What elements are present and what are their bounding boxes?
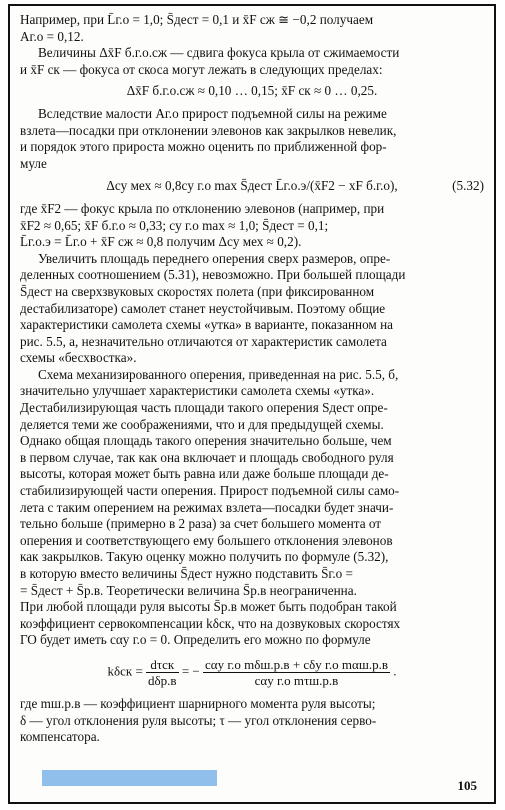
text-line: где mш.р.в — коэффициент шарнирного момента руля высоты; xyxy=(20,695,376,711)
formula-servo-coefficient xyxy=(20,657,484,688)
formula-operator: = − xyxy=(181,663,200,679)
text-line: Схема механизированного оперения, приведенная на рис. 5.5, б, xyxy=(38,366,399,382)
text-line: Величины Δx̄F б.г.о.сж — сдвига фокуса крыла от сжимаемости xyxy=(38,45,400,61)
fraction-numerator: cαy г.о mδш.р.в + cδy г.о mαш.р.в xyxy=(204,656,388,672)
text-line: деленных соотношением (5.31), невозможно. При большей площади xyxy=(20,267,406,283)
text-line: характеристики самолета схемы «утка» в варианте, показанном на xyxy=(20,317,393,333)
formula-tail: . xyxy=(393,663,397,679)
fraction xyxy=(203,657,390,688)
text-line: компенсатора. xyxy=(20,729,100,745)
fraction-denominator: cαy г.о mτш.р.в xyxy=(254,672,339,688)
text-line: дестабилизаторе) самолет станет неустойчивым. Поэтому общие xyxy=(20,300,386,316)
text-line: и x̄F ск — фокуса от скоса могут лежать в следующих пределах: xyxy=(20,61,383,77)
text-line: муле xyxy=(20,155,47,171)
text-line: рис. 5.5, а, незначительно отличаются от характеристик самолета xyxy=(20,333,387,349)
page-text xyxy=(20,12,484,746)
text-line: схемы «бесхвостка». xyxy=(20,350,137,366)
equation-number: (5.32) xyxy=(452,178,484,194)
text-line: При любой площади руля высоты S̄р.в может быть подобран такой xyxy=(20,599,397,615)
text-line: δ — угол отклонения руля высоты; τ — угол отклонения серво- xyxy=(20,712,377,728)
text-line: L̄г.о.э = L̄г.о + x̄F сж ≈ 0,8 получим Δcy мех ≈ 0,2). xyxy=(20,234,302,250)
text-line: стабилизирующей части оперения. Прирост подъемной силы само- xyxy=(20,483,400,499)
text-line: Увеличить площадь переднего оперения сверх размеров, опре- xyxy=(38,250,391,266)
text-line: ГО будет иметь cαy г.о = 0. Определить его можно по формуле xyxy=(20,632,371,648)
text-line: Например, при L̄г.о = 1,0; S̄дест = 0,1 и x̄F сж ≅ −0,2 получаем xyxy=(20,12,374,27)
text-line: Дестабилизирующая часть площади такого оперения Sдест опре- xyxy=(20,400,388,416)
equation-row xyxy=(20,178,484,195)
text-line: = S̄дест + S̄р.в. Теоретически величина S̄р.в неограниченна. xyxy=(20,582,357,598)
selection-highlight xyxy=(42,770,217,786)
page-number: 105 xyxy=(457,778,477,793)
equation: Δx̄F б.г.о.сж ≈ 0,10 … 0,15; x̄F ск ≈ 0 … 0,25. xyxy=(126,83,378,99)
fraction xyxy=(146,657,179,688)
text-line: тельно больше (примерно в 2 раза) за счет большего момента от xyxy=(20,516,382,532)
text-line: в первом случае, так как она включает и площадь свободного руля xyxy=(20,449,394,465)
text-line: Вследствие малости Aг.о прирост подъемной силы на режиме xyxy=(38,105,387,121)
equation: Δcy мех ≈ 0,8cy г.о max S̄дест L̄г.о.э/(x̄F2 − xF б.г.о), xyxy=(106,178,398,194)
text-line: Однако общая площадь такого оперения значительно больше, чем xyxy=(20,433,392,449)
fraction-numerator: dτск xyxy=(146,657,179,673)
text-line: S̄дест на сверхзвуковых скоростях полета (при фиксированном xyxy=(20,283,375,299)
text-line: как закрылков. Такую оценку можно получить по формуле (5.32), xyxy=(20,549,389,565)
text-line: взлета—посадки при отклонении элевонов как закрылков невелик, xyxy=(20,122,397,138)
text-line: где x̄F2 — фокус крыла по отклонению элевонов (например, при xyxy=(20,200,385,216)
text-line: деляется теми же соображениями, что и для предыдущей схемы. xyxy=(20,416,384,432)
text-line: x̄F2 ≈ 0,65; x̄F б.г.о ≈ 0,33; cy г.о max ≈ 1,0; S̄дест = 0,1; xyxy=(20,217,329,233)
fraction-denominator: dδр.в xyxy=(148,672,177,688)
text-line: коэффициент сервокомпенсации kδск, что на дозвуковых скоростях xyxy=(20,615,401,631)
text-line: и порядок этого прироста можно оценить по приближенной фор- xyxy=(20,139,387,155)
text-line: значительно улучшает характеристики самолета схемы «утка». xyxy=(20,383,375,399)
text-line: оперения и соответствующего ему большего отклонения элевонов xyxy=(20,532,393,548)
text-line: лета с таким оперением на режимах взлета—посадки будет значи- xyxy=(20,499,394,515)
formula-lhs: kδск = xyxy=(107,663,143,679)
text-line: Aг.о = 0,12. xyxy=(20,28,84,44)
text-line: в которую вместо величины S̄дест нужно подставить S̄г.о = xyxy=(20,566,353,581)
text-line: высоты, которая может быть равна или даже больше площади де- xyxy=(20,466,389,482)
